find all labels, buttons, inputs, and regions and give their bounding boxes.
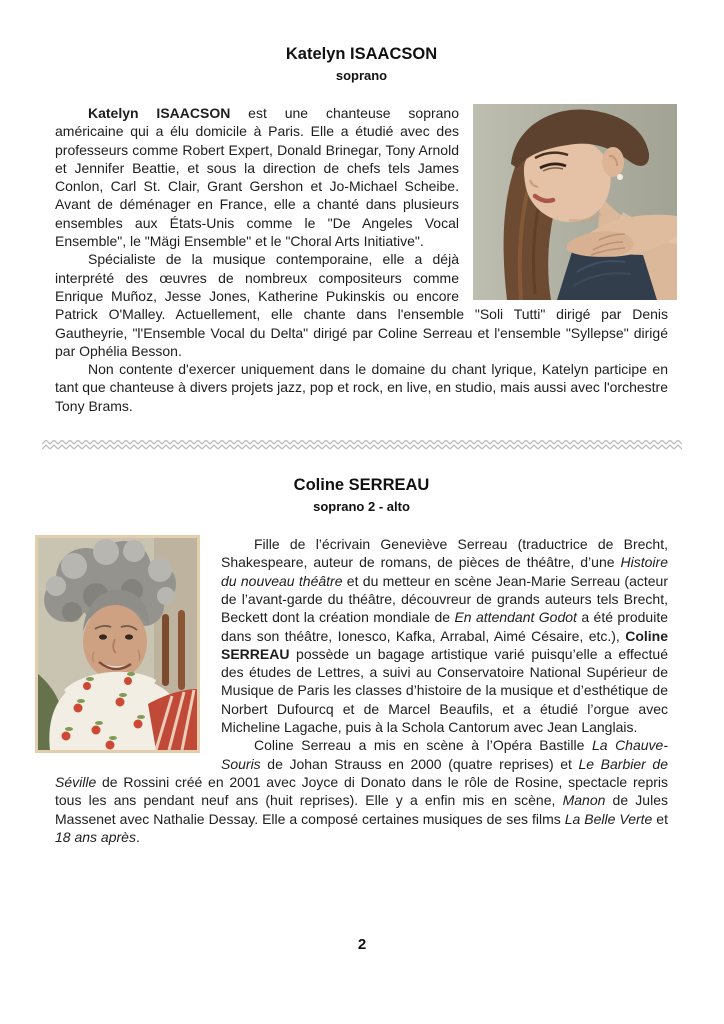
section-katelyn xyxy=(55,44,668,415)
paragraph xyxy=(55,360,668,415)
section-body-coline xyxy=(55,535,668,846)
page-number: 2 xyxy=(357,936,367,953)
zigzag-divider xyxy=(42,437,682,447)
text-run: Katelyn ISAACSON xyxy=(88,105,231,121)
text-run: Non contente d'exercer uniquement dans le domaine du chant lyrique, Katelyn participe en tant que chanteuse à divers projets jazz, pop et rock, en live, en studio, mais aussi avec l'orchestre Tony Brams. xyxy=(55,361,668,414)
text-run: possède un bagage artistique varié puisqu’elle a effectué des études de Lettres, a suivi au Conservatoire National Supérieur de Musique de Paris les classes d’histoire de la musique et d’esthétique de Norbert Dufourcq et de Marcel Beaufils, et a étudié l’orgue avec Micheline Lagache, puis à la Schola Cantorum avec Jean Langlais. xyxy=(221,645,668,736)
text-run: de Jules Massenet avec Nathalie Dessay. Elle a composé certaines musiques de ses films xyxy=(55,792,668,827)
text-run: Spécialiste de la musique contemporaine, elle a déjà interprété des œuvres de nombreux compositeurs comme Enrique Muñoz, Jesse Jones, Katherine Pukinskis ou encore Patrick O'Malley. Actuellement, elle chante dans l'ensemble "Soli Tutti" dirigé par Denis Gautheyrie, "l'Ensemble Vocal du Delta" dirigé par Coline Serreau et l'ensemble "Syllepse" dirigé par Ophélia Besson. xyxy=(55,251,668,359)
text-run: Histoire du nouveau théâtre xyxy=(221,554,668,589)
section-title-coline: Coline SERREAU xyxy=(293,476,430,495)
section-title-katelyn: Katelyn ISAACSON xyxy=(285,45,438,63)
text-run: La Belle Verte xyxy=(564,810,653,827)
text-run: est une chanteuse soprano américaine qui a élu domicile à Paris. Elle a étudié avec des professeurs comme Robert Expert, Donald Brinegar, Tony Arnold et Jennifer Beattie, et sous la direction de chefs tels James Conlon, Carl St. Clair, Grant Gershon et Jo-Michael Scheibe. Avant de déménager en France, elle a chanté dans plusieurs ensembles aux États-Unis comme le "De Angeles Vocal Ensemble", le "Mägi Ensemble" et le "Choral Arts Initiative". xyxy=(55,105,459,250)
text-run: a été produite dans son théâtre, Ionesco, Kafka, Arrabal, Aimé Césaire, etc.), xyxy=(221,609,668,644)
text-run: 18 ans après xyxy=(55,828,136,845)
section-subtitle-katelyn: soprano xyxy=(335,68,388,83)
text-run: et xyxy=(652,810,668,827)
page-content xyxy=(55,0,668,846)
text-run: Coline Serreau a mis en scène à l’Opéra Bastille xyxy=(254,737,592,754)
text-run: de Rossini créé en 2001 avec Joyce di Donato dans le rôle de Rosine, spectacle repris tous les ans pendant neuf ans (huit reprises). Elle y a enfin mis en scène, xyxy=(55,773,668,809)
text-run: . xyxy=(135,828,140,845)
text-run: Manon xyxy=(562,792,606,809)
coline-portrait-photo xyxy=(38,538,197,750)
text-run: de Johan Strauss en 2000 (quatre reprises) et xyxy=(260,755,579,772)
text-run: La Chauve-Souris xyxy=(221,737,668,772)
zigzag-pattern xyxy=(42,440,682,450)
coline-portrait-photo-frame xyxy=(35,535,200,753)
katelyn-portrait-photo xyxy=(473,104,677,300)
section-body-katelyn xyxy=(55,104,668,415)
section-subtitle-coline: soprano 2 - alto xyxy=(313,499,410,515)
text-run: Le Barbier de Séville xyxy=(55,755,668,790)
text-run: En attendant Godot xyxy=(454,609,577,626)
section-coline xyxy=(55,475,668,846)
text-run: Fille de l’écrivain Geneviève Serreau (traductrice de Brecht, Shakespeare, auteur de romans, de pièces de théâtre, d’une xyxy=(221,536,668,571)
text-run: et du metteur en scène Jean-Marie Serreau (acteur de l’avant-garde du théâtre, découvreur de grands auteurs tels Brecht, Beckett dont la création mondiale de xyxy=(221,572,669,626)
text-run: Coline SERREAU xyxy=(221,627,668,662)
